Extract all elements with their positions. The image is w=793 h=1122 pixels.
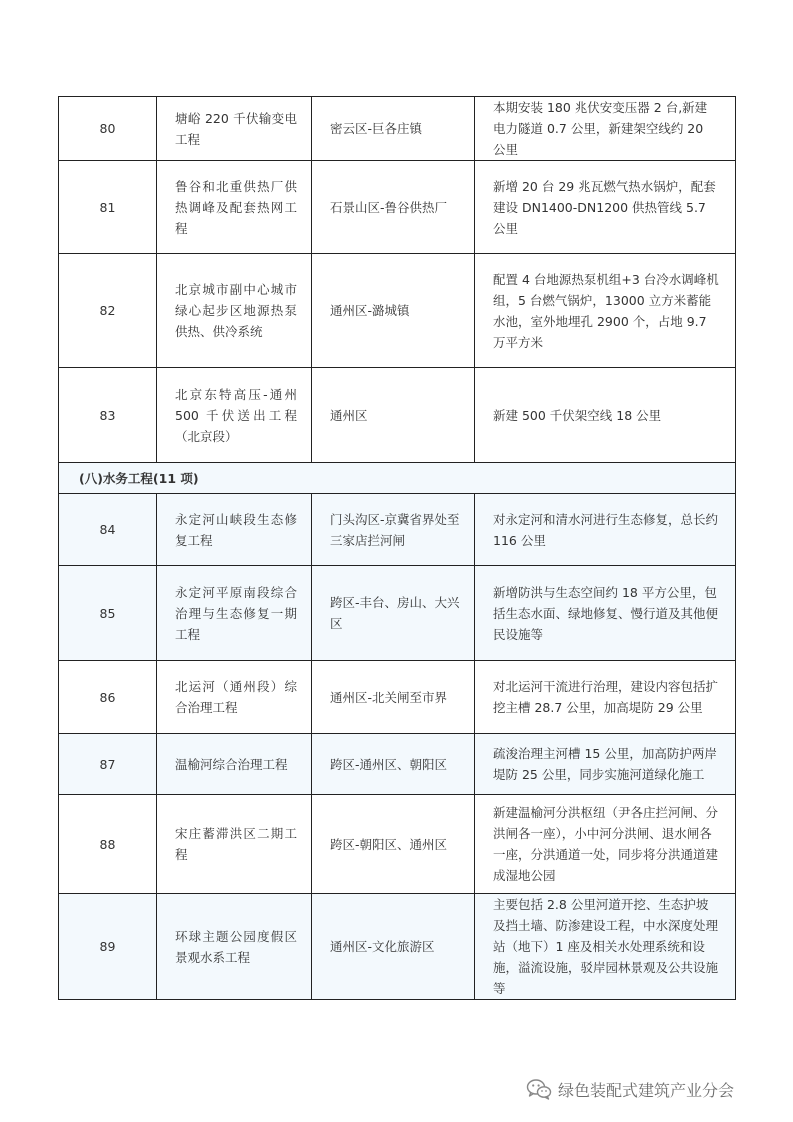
project-number: 87 — [59, 734, 157, 795]
project-description: 新增 20 台 29 兆瓦燃气热水锅炉，配套建设 DN1400-DN1200 供热管线 5.7 公里 — [475, 161, 736, 254]
project-name: 北京城市副中心城市绿心起步区地源热泵供热、供冷系统 — [157, 254, 312, 368]
project-name: 塘峪 220 千伏输变电工程 — [157, 97, 312, 161]
project-description: 对永定河和清水河进行生态修复，总长约 116 公里 — [475, 494, 736, 566]
table-row — [59, 494, 736, 566]
project-location: 石景山区-鲁谷供热厂 — [312, 161, 475, 254]
watermark-text: 绿色装配式建筑产业分会 — [558, 1080, 735, 1100]
project-name: 北运河（通州段）综合治理工程 — [157, 661, 312, 734]
section-title: (八)水务工程(11 项) — [59, 463, 736, 494]
project-description: 本期安装 180 兆伏安变压器 2 台,新建电力隧道 0.7 公里，新建架空线约 20 公里 — [475, 97, 736, 161]
project-location: 密云区-巨各庄镇 — [312, 97, 475, 161]
project-description: 配置 4 台地源热泵机组+3 台冷水调峰机组，5 台燃气锅炉，13000 立方米蓄能水池，室外地埋孔 2900 个，占地 9.7 万平方米 — [475, 254, 736, 368]
project-name: 鲁谷和北重供热厂供热调峰及配套热网工程 — [157, 161, 312, 254]
project-number: 84 — [59, 494, 157, 566]
project-number: 82 — [59, 254, 157, 368]
project-name: 北京东特高压-通州 500 千伏送出工程（北京段） — [157, 368, 312, 463]
project-location: 跨区-朝阳区、通州区 — [312, 795, 475, 894]
project-number: 83 — [59, 368, 157, 463]
table-row — [59, 254, 736, 368]
wechat-icon — [526, 1078, 552, 1100]
table-row — [59, 734, 736, 795]
project-location: 跨区-通州区、朝阳区 — [312, 734, 475, 795]
project-name: 环球主题公园度假区景观水系工程 — [157, 894, 312, 1000]
project-location: 跨区-丰台、房山、大兴区 — [312, 566, 475, 661]
table-row — [59, 661, 736, 734]
project-location: 通州区-潞城镇 — [312, 254, 475, 368]
project-description: 对北运河干流进行治理，建设内容包括扩挖主槽 28.7 公里，加高堤防 29 公里 — [475, 661, 736, 734]
section-header-row — [59, 463, 736, 494]
table-row — [59, 894, 736, 1000]
table-row — [59, 97, 736, 161]
table-row — [59, 795, 736, 894]
project-location: 通州区-文化旅游区 — [312, 894, 475, 1000]
project-description: 新增防洪与生态空间约 18 平方公里，包括生态水面、绿地修复、慢行道及其他便民设施等 — [475, 566, 736, 661]
table-row — [59, 161, 736, 254]
project-number: 81 — [59, 161, 157, 254]
project-description: 疏浚治理主河槽 15 公里，加高防护两岸堤防 25 公里，同步实施河道绿化施工 — [475, 734, 736, 795]
project-location: 通州区 — [312, 368, 475, 463]
watermark — [526, 1076, 734, 1102]
project-name: 永定河山峡段生态修复工程 — [157, 494, 312, 566]
project-location: 通州区-北关闸至市界 — [312, 661, 475, 734]
project-number: 88 — [59, 795, 157, 894]
project-name: 永定河平原南段综合治理与生态修复一期工程 — [157, 566, 312, 661]
project-number: 86 — [59, 661, 157, 734]
project-description: 新建 500 千伏架空线 18 公里 — [475, 368, 736, 463]
project-name: 温榆河综合治理工程 — [157, 734, 312, 795]
project-number: 80 — [59, 97, 157, 161]
project-number: 89 — [59, 894, 157, 1000]
projects-table — [58, 96, 736, 1000]
project-description: 新建温榆河分洪枢纽（尹各庄拦河闸、分洪闸各一座），小中河分洪闸、退水闸各一座，分洪通道一处，同步将分洪通道建成湿地公园 — [475, 795, 736, 894]
table-row — [59, 368, 736, 463]
project-name: 宋庄蓄滞洪区二期工程 — [157, 795, 312, 894]
project-description: 主要包括 2.8 公里河道开挖、生态护坡及挡土墙、防渗建设工程，中水深度处理站（地下）1 座及相关水处理系统和设施，溢流设施，驳岸园林景观及公共设施等 — [475, 894, 736, 1000]
project-number: 85 — [59, 566, 157, 661]
table-row — [59, 566, 736, 661]
project-location: 门头沟区-京冀省界处至三家店拦河闸 — [312, 494, 475, 566]
